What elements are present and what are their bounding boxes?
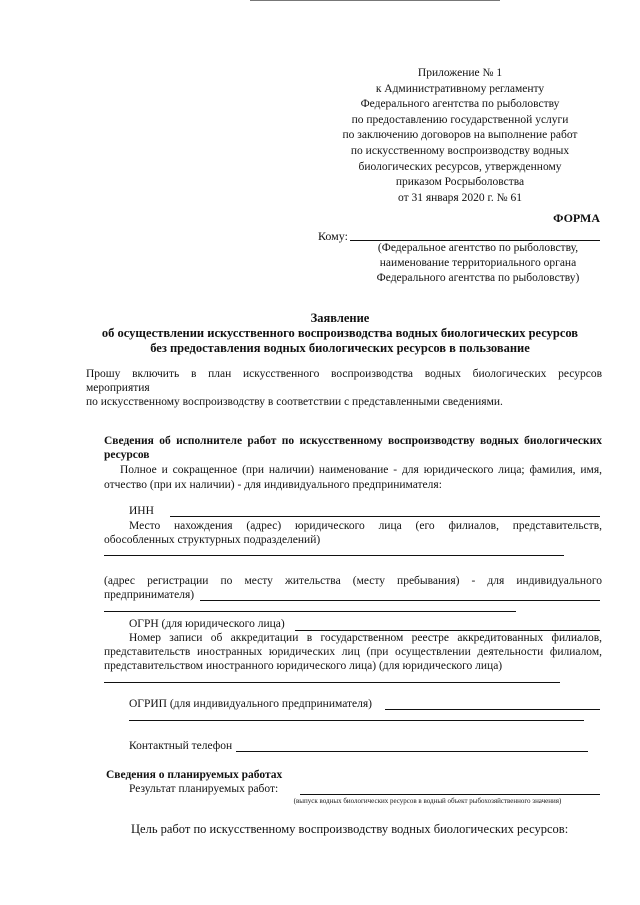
request-line-3: по искусственному воспроизводству в соответствии с представленными сведениями. xyxy=(86,396,503,408)
executor-heading-line-1: Сведения об исполнителе работ по искусственному воспроизводству водных биологических xyxy=(104,435,602,447)
location-line-1: Место нахождения (адрес) юридического лица (его филиалов, представительств, xyxy=(129,520,602,532)
planned-heading: Сведения о планируемых работах xyxy=(106,769,283,781)
addressee-hint xyxy=(350,241,606,286)
request-line-2: мероприятия xyxy=(86,382,150,394)
inn-label: ИНН xyxy=(129,505,154,517)
location-field[interactable] xyxy=(104,555,564,556)
appendix-line: к Административному регламенту xyxy=(375,82,545,95)
appendix-line: по заключению договоров на выполнение работ xyxy=(342,129,578,142)
result-label: Результат планируемых работ: xyxy=(129,783,279,795)
addressee-hint-line: наименование территориального органа xyxy=(379,257,577,269)
inn-field[interactable] xyxy=(170,516,600,517)
form-label: ФОРМА xyxy=(553,211,600,225)
addressee-hint-line: Федерального агентства по рыболовству) xyxy=(376,272,580,284)
ogrnip-field-continuation[interactable] xyxy=(129,720,584,721)
registration-line-2: предпринимателя) xyxy=(104,589,195,601)
ogrn-label: ОГРН (для юридического лица) xyxy=(129,618,285,630)
appendix-line: от 31 января 2020 г. № 61 xyxy=(397,191,522,204)
appendix-line: Приложение № 1 xyxy=(417,67,503,79)
accreditation-line-1: Номер записи об аккредитации в государственном реестре аккредитованных филиалов, xyxy=(129,632,602,644)
to-label: Кому: xyxy=(318,229,348,243)
appendix-line: по искусственному воспроизводству водных xyxy=(350,144,570,157)
registration-field[interactable] xyxy=(200,600,600,601)
ogrnip-field[interactable] xyxy=(385,709,600,710)
request-line-1: Прошу включить в план искусственного воспроизводства водных биологических ресурсов xyxy=(86,368,602,380)
appendix-line: приказом Росрыболовства xyxy=(395,176,525,189)
title-line: без предоставления водных биологических ресурсов в пользование xyxy=(150,341,530,355)
appendix-line: Федерального агентства по рыболовству xyxy=(360,98,560,111)
executor-heading-line-2: ресурсов xyxy=(104,449,150,461)
goal-label: Цель работ по искусственному воспроизводству водных биологических ресурсов: xyxy=(131,822,569,836)
accreditation-field[interactable] xyxy=(104,682,560,683)
phone-label: Контактный телефон xyxy=(129,740,233,752)
registration-field-continuation[interactable] xyxy=(104,611,516,612)
appendix-block xyxy=(330,66,590,206)
accreditation-line-2: представительств иностранных юридических лиц (при осуществлении деятельности филиалом, xyxy=(104,646,602,658)
location-line-2: обособленных структурных подразделений) xyxy=(104,534,321,546)
result-hint: (выпуск водных биологических ресурсов в водный объект рыбохозяйственного значения) xyxy=(293,797,562,805)
appendix-line: по предоставлению государственной услуги xyxy=(351,113,569,126)
page-top-rule xyxy=(250,0,500,1)
result-field[interactable] xyxy=(300,794,600,795)
appendix-line: биологических ресурсов, утвержденному xyxy=(358,160,562,173)
registration-line-1: (адрес регистрации по месту жительства (месту пребывания) - для индивидуального xyxy=(104,575,602,587)
title-line: об осуществлении искусственного воспроизводства водных биологических ресурсов xyxy=(101,326,579,340)
ogrnip-label: ОГРИП (для индивидуального предпринимателя) xyxy=(129,698,372,710)
accreditation-line-3: представительством иностранного юридического лица) (для юридического лица) xyxy=(104,660,503,672)
title-line: Заявление xyxy=(310,311,370,325)
addressee-hint-line: (Федеральное агентство по рыболовству, xyxy=(377,242,579,254)
name-line-1: Полное и сокращенное (при наличии) наименование - для юридического лица; фамилия, имя, xyxy=(120,464,602,476)
document-title xyxy=(60,311,620,356)
name-line-2: отчество (при их наличии) - для индивидуального предпринимателя: xyxy=(104,479,442,491)
phone-field[interactable] xyxy=(236,751,588,752)
